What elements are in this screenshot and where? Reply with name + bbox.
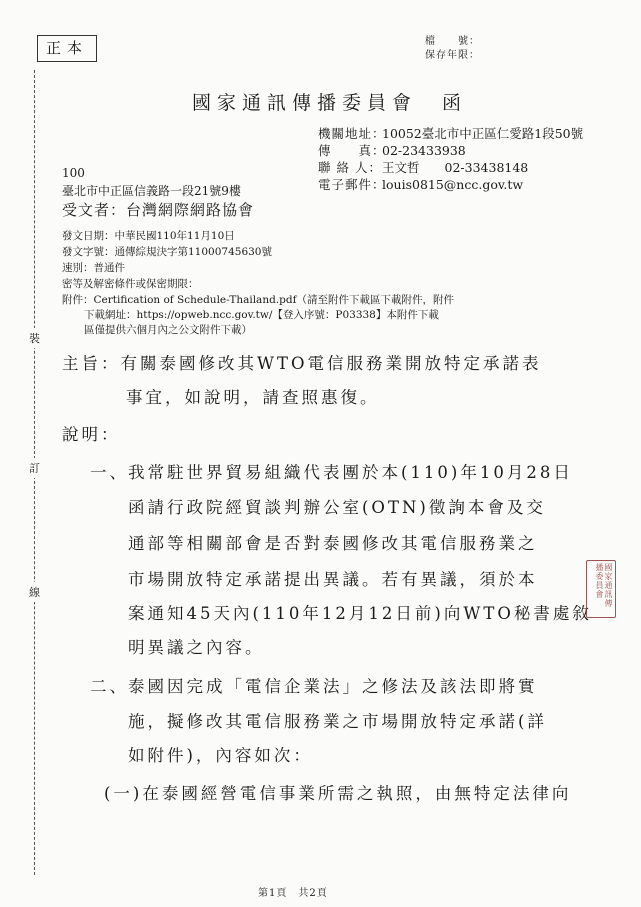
binding-mark-xian: 線	[29, 582, 40, 602]
agency-email-row	[318, 175, 523, 193]
binding-mark-zhuang: 裝	[29, 328, 40, 348]
subject-line-2: 事宜，如說明，請查照惠復。	[126, 388, 380, 407]
agency-email: louis0815@ncc.gov.tw	[382, 177, 524, 192]
original-copy-stamp: 正本	[37, 35, 97, 62]
contact-label: 聯 絡 人：	[318, 160, 382, 175]
recipient-address: 臺北市中正區信義路一段21號9樓	[62, 184, 241, 198]
retention-period-label: 保存年限：	[425, 50, 480, 61]
item-1-line: 明異議之內容。	[128, 638, 265, 657]
fax-label: 傳 真：	[318, 143, 386, 158]
item-1-line: 函請行政院經貿談判辦公室(OTN)徵詢本會及交	[128, 498, 546, 517]
document-number: 發文字號：通傳綜規決字第11000745630號	[62, 246, 272, 258]
item-1-line: 通部等相關部會是否對泰國修改其電信服務業之	[128, 534, 538, 553]
email-label: 電子郵件：	[318, 177, 386, 192]
agency-contact-row	[318, 158, 528, 176]
item-2-line: 泰國因完成「電信企業法」之修法及該法即將實	[128, 677, 538, 696]
attachment-line-2: 下載網址：https://opweb.ncc.gov.tw/【登入序號：P03338】本附件下載	[84, 309, 439, 321]
agency-fax-row	[318, 141, 466, 159]
recipient-postal-code: 100	[62, 166, 85, 180]
agency-address-row	[318, 124, 583, 142]
address-label: 機關地址：	[318, 126, 386, 141]
attachment-line-1: 附件：Certification of Schedule-Thailand.pdf（請至附件下載區下載附件，附件	[62, 294, 454, 306]
item-1-line: 我常駐世界貿易組織代表團於本(110)年10月28日	[128, 463, 573, 482]
agency-fax: 02-23433938	[382, 143, 466, 158]
agency-contact: 王文哲 02-33438148	[382, 160, 529, 175]
recipient-name: 受文者：台灣網際網路協會	[62, 201, 255, 219]
page-number: 第1頁 共2頁	[258, 888, 328, 899]
item-2-line: 施，擬修改其電信服務業之市場開放特定承諾(詳	[128, 712, 547, 731]
item-2-line: 如附件)，內容如次：	[128, 746, 313, 765]
subject-line-1: 主旨：有關泰國修改其WTO電信服務業開放特定承諾表	[62, 354, 542, 373]
item-1-line: 案通知45天內(110年12月12日前)向WTO秘書處敘	[128, 604, 592, 623]
item-1-line: 市場開放特定承諾提出異議。若有異議，須於本	[128, 570, 538, 589]
official-seal-stamp: 國家通訊傳播委員會	[586, 560, 616, 618]
delivery-speed: 速別：普通件	[62, 262, 125, 274]
issue-date: 發文日期：中華民國110年11月10日	[62, 230, 235, 242]
document-title: 國家通訊傳播委員會 函	[192, 92, 468, 114]
item-2-marker: 二、	[90, 677, 129, 696]
sub-item-1: (一)在泰國經營電信事業所需之執照，由無特定法律向	[104, 784, 572, 803]
file-number-label: 檔 號：	[425, 36, 480, 47]
agency-address: 10052臺北市中正區仁愛路1段50號	[382, 126, 584, 141]
explanation-label: 說明：	[62, 425, 121, 444]
attachment-line-3: 區僅提供六個月內之公文附件下載）	[84, 324, 252, 336]
item-1-marker: 一、	[90, 463, 129, 482]
binding-mark-ding: 訂	[29, 458, 40, 478]
secrecy-level: 密等及解密條件或保密期限：	[62, 278, 199, 290]
